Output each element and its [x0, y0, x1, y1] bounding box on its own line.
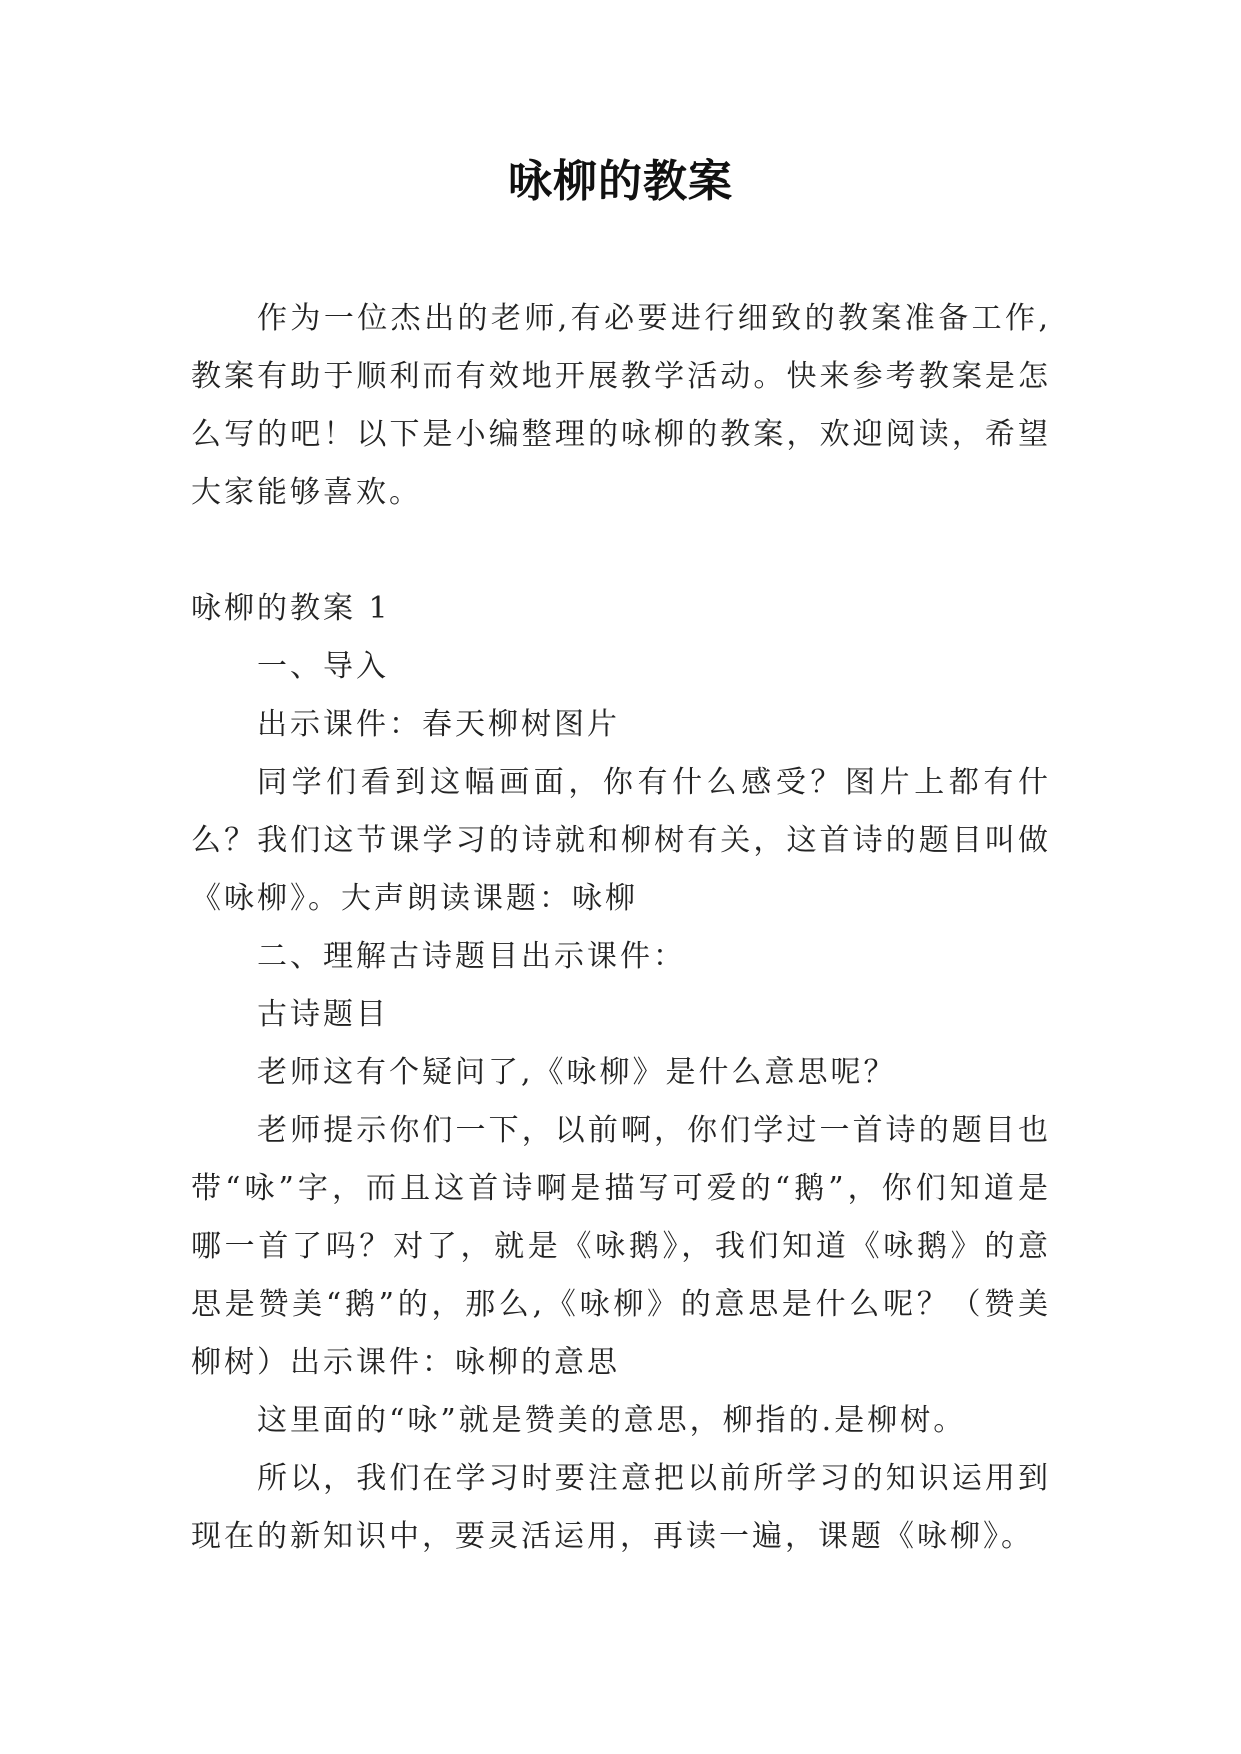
paragraph-poem-title: 古诗题目	[257, 997, 389, 1032]
paragraph-understand-title-heading: 二、理解古诗题目出示课件：	[257, 939, 686, 974]
paragraph-hint: 老师提示你们一下，以前啊，你们学过一首诗的题目也带“咏”字，而且这首诗啊是描写可爱的“鹅”，你们知道是哪一首了吗？对了，就是《咏鹅》，我们知道《咏鹅》的意思是赞美“鹅”的，那么,《咏柳》的意思是什么呢？（赞美柳树）出示课件：咏柳的意思	[191, 1113, 1051, 1380]
paragraph-discussion: 同学们看到这幅画面，你有什么感受？图片上都有什么？我们这节课学习的诗就和柳树有关，这首诗的题目叫做《咏柳》。大声朗读课题：咏柳	[191, 765, 1051, 916]
paragraph-conclusion: 所以，我们在学习时要注意把以前所学习的知识运用到现在的新知识中，要灵活运用，再读一遍，课题《咏柳》。	[191, 1461, 1051, 1554]
document-body	[191, 290, 1051, 1566]
intro-paragraph: 作为一位杰出的老师,有必要进行细致的教案准备工作,教案有助于顺利而有效地开展教学活动。快来参考教案是怎么写的吧！以下是小编整理的咏柳的教案，欢迎阅读，希望大家能够喜欢。	[191, 301, 1051, 510]
paragraph-import-heading: 一、导入	[257, 649, 389, 684]
document-title: 咏柳的教案	[508, 156, 733, 207]
paragraph-question: 老师这有个疑问了,《咏柳》是什么意思呢？	[257, 1055, 897, 1090]
section-heading: 咏柳的教案 1	[191, 591, 391, 626]
paragraph-meaning: 这里面的“咏”就是赞美的意思，柳指的.是柳树。	[257, 1403, 967, 1438]
paragraph-courseware-spring: 出示课件：春天柳树图片	[257, 707, 620, 742]
